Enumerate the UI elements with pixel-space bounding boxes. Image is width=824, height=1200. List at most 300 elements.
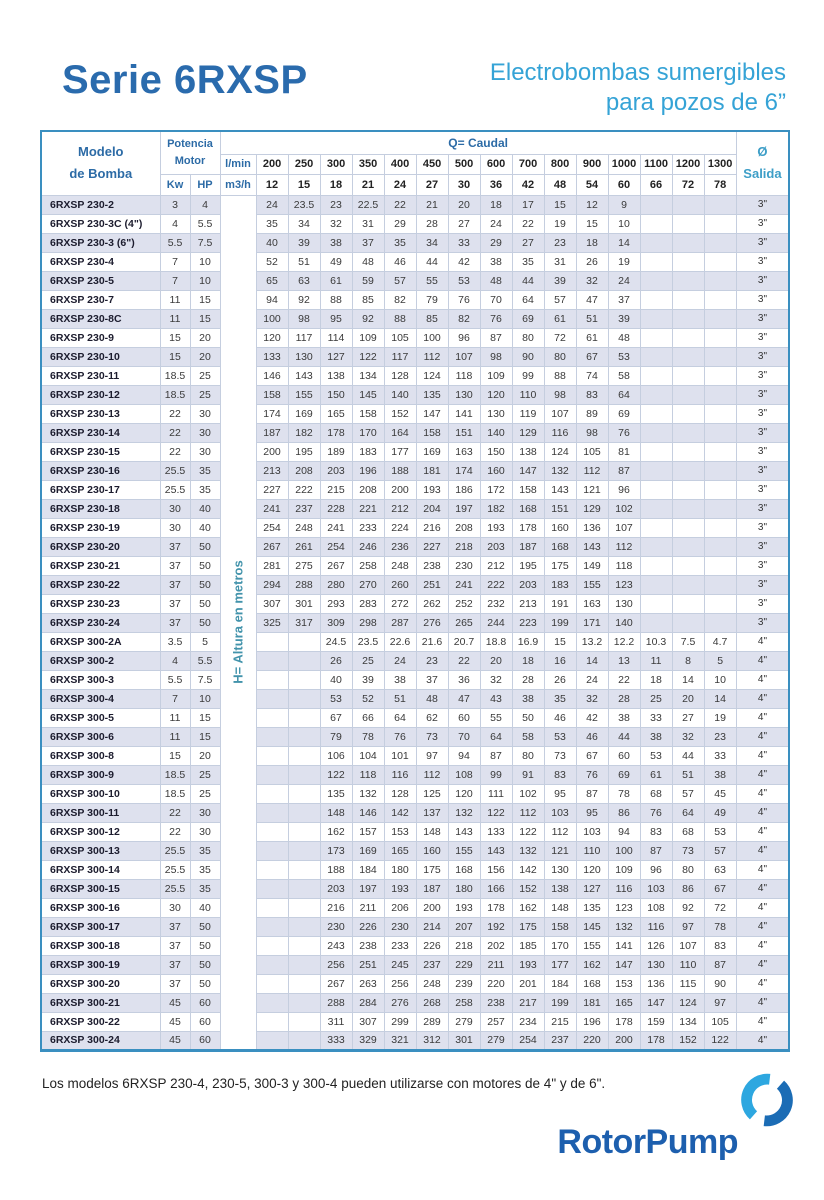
head-value-cell: 218 [448, 936, 480, 955]
head-value-cell: 214 [416, 917, 448, 936]
head-value-cell: 72 [544, 328, 576, 347]
salida-cell: 3" [736, 328, 789, 347]
salida-cell: 3" [736, 404, 789, 423]
head-value-cell: 178 [640, 1031, 672, 1050]
head-value-cell: 222 [480, 575, 512, 594]
head-value-cell: 124 [416, 366, 448, 385]
head-value-cell: 301 [288, 594, 320, 613]
head-value-cell: 112 [544, 822, 576, 841]
head-value-cell [704, 195, 736, 214]
table-row [41, 347, 789, 366]
head-value-cell: 121 [576, 480, 608, 499]
table-row [41, 841, 789, 860]
head-value-cell: 76 [384, 727, 416, 746]
head-value-cell: 20.7 [448, 632, 480, 651]
model-cell: 6RXSP 230-8C [41, 309, 160, 328]
kw-cell: 37 [160, 936, 190, 955]
head-value-cell [640, 518, 672, 537]
head-value-cell: 237 [416, 955, 448, 974]
head-value-cell: 169 [352, 841, 384, 860]
head-value-cell: 44 [608, 727, 640, 746]
head-value-cell [640, 613, 672, 632]
head-value-cell: 76 [576, 765, 608, 784]
model-cell: 6RXSP 230-15 [41, 442, 160, 461]
head-value-cell: 78 [352, 727, 384, 746]
head-value-cell: 10.3 [640, 632, 672, 651]
header-m3h: m3/h [220, 174, 256, 195]
head-value-cell: 148 [544, 898, 576, 917]
head-value-cell: 28 [512, 670, 544, 689]
head-value-cell: 64 [384, 708, 416, 727]
head-value-cell: 20 [448, 195, 480, 214]
head-value-cell: 64 [672, 803, 704, 822]
head-value-cell: 168 [544, 537, 576, 556]
hp-cell: 30 [190, 822, 220, 841]
head-value-cell [640, 480, 672, 499]
head-value-cell: 32 [576, 271, 608, 290]
head-value-cell: 258 [448, 993, 480, 1012]
head-value-cell: 261 [288, 537, 320, 556]
head-value-cell: 24 [480, 214, 512, 233]
head-value-cell: 244 [480, 613, 512, 632]
head-value-cell [256, 689, 288, 708]
head-value-cell [288, 955, 320, 974]
head-value-cell: 241 [256, 499, 288, 518]
table-row [41, 575, 789, 594]
head-value-cell: 220 [576, 1031, 608, 1050]
head-value-cell: 52 [352, 689, 384, 708]
head-value-cell: 145 [576, 917, 608, 936]
altura-axis-label: H= Altura en metros [230, 560, 246, 684]
table-row [41, 784, 789, 803]
head-value-cell: 135 [320, 784, 352, 803]
kw-cell: 22 [160, 442, 190, 461]
flow-m3h-header: 42 [512, 174, 544, 195]
head-value-cell: 239 [448, 974, 480, 993]
hp-cell: 20 [190, 746, 220, 765]
head-value-cell: 24 [608, 271, 640, 290]
salida-cell: 3" [736, 442, 789, 461]
head-value-cell: 92 [352, 309, 384, 328]
head-value-cell: 22 [512, 214, 544, 233]
head-value-cell: 276 [384, 993, 416, 1012]
head-value-cell: 70 [480, 290, 512, 309]
salida-cell: 3" [736, 214, 789, 233]
head-value-cell: 183 [544, 575, 576, 594]
head-value-cell: 27 [448, 214, 480, 233]
head-value-cell: 33 [640, 708, 672, 727]
salida-cell: 4" [736, 860, 789, 879]
head-value-cell: 232 [480, 594, 512, 613]
model-cell: 6RXSP 230-14 [41, 423, 160, 442]
head-value-cell: 23 [416, 651, 448, 670]
head-value-cell: 195 [512, 556, 544, 575]
head-value-cell: 62 [416, 708, 448, 727]
table-row [41, 822, 789, 841]
head-value-cell: 117 [384, 347, 416, 366]
hp-cell: 50 [190, 537, 220, 556]
head-value-cell: 178 [320, 423, 352, 442]
head-value-cell: 99 [480, 765, 512, 784]
salida-cell: 3" [736, 271, 789, 290]
head-value-cell: 258 [352, 556, 384, 575]
head-value-cell [672, 271, 704, 290]
head-value-cell: 97 [704, 993, 736, 1012]
head-value-cell: 44 [672, 746, 704, 765]
head-value-cell: 143 [576, 537, 608, 556]
hp-cell: 50 [190, 575, 220, 594]
head-value-cell: 301 [448, 1031, 480, 1050]
salida-cell: 4" [736, 784, 789, 803]
head-value-cell: 14 [672, 670, 704, 689]
head-value-cell: 211 [352, 898, 384, 917]
head-value-cell: 163 [576, 594, 608, 613]
model-cell: 6RXSP 300-19 [41, 955, 160, 974]
head-value-cell: 23.5 [288, 195, 320, 214]
head-value-cell [704, 518, 736, 537]
header-salida: Ø Salida [736, 131, 789, 195]
head-value-cell: 178 [480, 898, 512, 917]
head-value-cell: 87 [704, 955, 736, 974]
salida-cell: 3" [736, 366, 789, 385]
head-value-cell: 132 [512, 841, 544, 860]
head-value-cell: 64 [608, 385, 640, 404]
head-value-cell: 10 [608, 214, 640, 233]
head-value-cell: 39 [288, 233, 320, 252]
head-value-cell [288, 841, 320, 860]
head-value-cell [288, 784, 320, 803]
head-value-cell: 280 [320, 575, 352, 594]
hp-cell: 10 [190, 689, 220, 708]
head-value-cell: 19 [544, 214, 576, 233]
head-value-cell: 22 [608, 670, 640, 689]
header-lmin: l/min [220, 154, 256, 174]
head-value-cell: 178 [608, 1012, 640, 1031]
head-value-cell: 86 [608, 803, 640, 822]
hp-cell: 5.5 [190, 651, 220, 670]
head-value-cell: 283 [352, 594, 384, 613]
head-value-cell: 110 [512, 385, 544, 404]
head-value-cell: 170 [544, 936, 576, 955]
head-value-cell: 47 [448, 689, 480, 708]
hp-cell: 30 [190, 803, 220, 822]
head-value-cell [704, 442, 736, 461]
head-value-cell [672, 442, 704, 461]
head-value-cell: 57 [672, 784, 704, 803]
head-value-cell [288, 689, 320, 708]
head-value-cell: 98 [480, 347, 512, 366]
head-value-cell: 156 [480, 860, 512, 879]
head-value-cell: 22 [448, 651, 480, 670]
head-value-cell: 98 [288, 309, 320, 328]
head-value-cell: 148 [416, 822, 448, 841]
pump-performance-table [40, 130, 790, 1052]
head-value-cell: 95 [544, 784, 576, 803]
hp-cell: 50 [190, 594, 220, 613]
head-value-cell: 317 [288, 613, 320, 632]
hp-cell: 60 [190, 1031, 220, 1050]
head-value-cell: 13 [608, 651, 640, 670]
table-row [41, 499, 789, 518]
head-value-cell: 57 [544, 290, 576, 309]
head-value-cell [256, 1012, 288, 1031]
head-value-cell: 248 [416, 974, 448, 993]
head-value-cell: 17 [512, 195, 544, 214]
head-value-cell: 203 [512, 575, 544, 594]
table-row [41, 879, 789, 898]
head-value-cell: 187 [256, 423, 288, 442]
head-value-cell: 138 [544, 879, 576, 898]
flow-lmin-header: 700 [512, 154, 544, 174]
head-value-cell: 229 [448, 955, 480, 974]
kw-cell: 11 [160, 290, 190, 309]
head-value-cell: 122 [704, 1031, 736, 1050]
head-value-cell: 18.8 [480, 632, 512, 651]
table-row [41, 898, 789, 917]
flow-lmin-header: 250 [288, 154, 320, 174]
head-value-cell: 288 [288, 575, 320, 594]
kw-cell: 37 [160, 575, 190, 594]
head-value-cell: 121 [544, 841, 576, 860]
head-value-cell: 108 [448, 765, 480, 784]
hp-cell: 7.5 [190, 233, 220, 252]
head-value-cell: 106 [320, 746, 352, 765]
salida-cell: 3" [736, 290, 789, 309]
kw-cell: 45 [160, 1012, 190, 1031]
salida-cell: 4" [736, 651, 789, 670]
head-value-cell: 132 [352, 784, 384, 803]
head-value-cell: 192 [480, 917, 512, 936]
head-value-cell: 24 [384, 651, 416, 670]
head-value-cell: 182 [480, 499, 512, 518]
head-value-cell: 130 [480, 404, 512, 423]
head-value-cell: 112 [416, 347, 448, 366]
head-value-cell: 23 [320, 195, 352, 214]
hp-cell: 35 [190, 860, 220, 879]
hp-cell: 25 [190, 784, 220, 803]
hp-cell: 35 [190, 879, 220, 898]
head-value-cell: 141 [448, 404, 480, 423]
head-value-cell: 42 [576, 708, 608, 727]
model-cell: 6RXSP 230-2 [41, 195, 160, 214]
head-value-cell: 200 [384, 480, 416, 499]
hp-cell: 40 [190, 898, 220, 917]
hp-cell: 10 [190, 252, 220, 271]
head-value-cell: 48 [416, 689, 448, 708]
head-value-cell: 237 [544, 1031, 576, 1050]
head-value-cell: 158 [512, 480, 544, 499]
table-body [41, 195, 789, 1050]
hp-cell: 25 [190, 366, 220, 385]
head-value-cell: 96 [608, 480, 640, 499]
head-value-cell: 59 [352, 271, 384, 290]
head-value-cell [256, 879, 288, 898]
flow-m3h-header: 15 [288, 174, 320, 195]
model-cell: 6RXSP 300-4 [41, 689, 160, 708]
model-cell: 6RXSP 230-17 [41, 480, 160, 499]
head-value-cell: 237 [288, 499, 320, 518]
head-value-cell: 53 [640, 746, 672, 765]
salida-cell: 3" [736, 537, 789, 556]
header-hp: HP [190, 174, 220, 195]
header-caudal: Q= Caudal [220, 131, 736, 154]
table-row [41, 689, 789, 708]
head-value-cell [288, 1012, 320, 1031]
salida-cell: 3" [736, 347, 789, 366]
head-value-cell: 46 [384, 252, 416, 271]
head-value-cell: 246 [352, 537, 384, 556]
head-value-cell: 13.2 [576, 632, 608, 651]
head-value-cell: 147 [512, 461, 544, 480]
head-value-cell: 15 [576, 214, 608, 233]
table-row [41, 594, 789, 613]
model-cell: 6RXSP 300-21 [41, 993, 160, 1012]
head-value-cell: 183 [352, 442, 384, 461]
head-value-cell: 127 [320, 347, 352, 366]
head-value-cell: 26 [320, 651, 352, 670]
kw-cell: 25.5 [160, 879, 190, 898]
flow-m3h-header: 21 [352, 174, 384, 195]
head-value-cell: 114 [320, 328, 352, 347]
head-value-cell: 82 [384, 290, 416, 309]
head-value-cell: 175 [512, 917, 544, 936]
model-cell: 6RXSP 230-13 [41, 404, 160, 423]
head-value-cell: 147 [640, 993, 672, 1012]
head-value-cell: 124 [544, 442, 576, 461]
kw-cell: 37 [160, 917, 190, 936]
head-value-cell: 53 [608, 347, 640, 366]
salida-cell: 4" [736, 955, 789, 974]
kw-cell: 22 [160, 803, 190, 822]
head-value-cell: 182 [288, 423, 320, 442]
head-value-cell: 100 [256, 309, 288, 328]
model-cell: 6RXSP 300-12 [41, 822, 160, 841]
head-value-cell [256, 974, 288, 993]
head-value-cell [672, 423, 704, 442]
head-value-cell: 208 [288, 461, 320, 480]
hp-cell: 60 [190, 993, 220, 1012]
head-value-cell: 197 [448, 499, 480, 518]
head-value-cell: 168 [576, 974, 608, 993]
head-value-cell: 189 [320, 442, 352, 461]
head-value-cell: 140 [480, 423, 512, 442]
head-value-cell: 321 [384, 1031, 416, 1050]
flow-lmin-header: 400 [384, 154, 416, 174]
head-value-cell: 95 [576, 803, 608, 822]
model-cell: 6RXSP 300-5 [41, 708, 160, 727]
hp-cell: 5.5 [190, 214, 220, 233]
head-value-cell: 212 [384, 499, 416, 518]
head-value-cell: 83 [544, 765, 576, 784]
head-value-cell: 143 [480, 841, 512, 860]
head-value-cell [256, 898, 288, 917]
head-value-cell: 32 [576, 689, 608, 708]
hp-cell: 15 [190, 727, 220, 746]
head-value-cell: 203 [320, 879, 352, 898]
head-value-cell: 8 [672, 651, 704, 670]
head-value-cell [640, 233, 672, 252]
kw-cell: 30 [160, 898, 190, 917]
head-value-cell: 49 [704, 803, 736, 822]
head-value-cell: 134 [672, 1012, 704, 1031]
head-value-cell: 94 [256, 290, 288, 309]
head-value-cell: 227 [256, 480, 288, 499]
kw-cell: 5.5 [160, 670, 190, 689]
head-value-cell: 19 [704, 708, 736, 727]
table-row [41, 195, 789, 214]
head-value-cell: 7.5 [672, 632, 704, 651]
head-value-cell [256, 784, 288, 803]
head-value-cell [672, 575, 704, 594]
head-value-cell: 23.5 [352, 632, 384, 651]
head-value-cell: 25 [640, 689, 672, 708]
head-value-cell: 12 [576, 195, 608, 214]
head-value-cell: 203 [320, 461, 352, 480]
head-value-cell: 153 [384, 822, 416, 841]
head-value-cell: 117 [288, 328, 320, 347]
head-value-cell: 241 [448, 575, 480, 594]
table-row [41, 708, 789, 727]
head-value-cell: 31 [544, 252, 576, 271]
head-value-cell: 162 [512, 898, 544, 917]
head-value-cell [256, 765, 288, 784]
head-value-cell: 116 [640, 917, 672, 936]
head-value-cell: 158 [416, 423, 448, 442]
kw-cell: 7 [160, 689, 190, 708]
table-row [41, 651, 789, 670]
table-row [41, 442, 789, 461]
head-value-cell: 227 [416, 537, 448, 556]
flow-lmin-header: 450 [416, 154, 448, 174]
page-subtitle [490, 58, 786, 118]
head-value-cell [704, 252, 736, 271]
head-value-cell [288, 860, 320, 879]
head-value-cell: 216 [320, 898, 352, 917]
head-value-cell: 146 [352, 803, 384, 822]
head-value-cell: 207 [448, 917, 480, 936]
head-value-cell: 216 [416, 518, 448, 537]
head-value-cell: 166 [480, 879, 512, 898]
head-value-cell: 215 [320, 480, 352, 499]
head-value-cell: 100 [416, 328, 448, 347]
head-value-cell [288, 708, 320, 727]
head-value-cell [672, 518, 704, 537]
salida-cell: 3" [736, 499, 789, 518]
model-cell: 6RXSP 300-6 [41, 727, 160, 746]
head-value-cell [640, 556, 672, 575]
head-value-cell [640, 347, 672, 366]
hp-cell: 4 [190, 195, 220, 214]
head-value-cell: 85 [416, 309, 448, 328]
hp-cell: 50 [190, 936, 220, 955]
head-value-cell: 112 [576, 461, 608, 480]
head-value-cell: 126 [640, 936, 672, 955]
subtitle-line2: para pozos de 6” [605, 89, 786, 116]
head-value-cell: 169 [288, 404, 320, 423]
head-value-cell: 53 [448, 271, 480, 290]
hp-cell: 20 [190, 347, 220, 366]
head-value-cell: 48 [480, 271, 512, 290]
head-value-cell: 143 [288, 366, 320, 385]
head-value-cell [704, 404, 736, 423]
flow-lmin-header: 600 [480, 154, 512, 174]
head-value-cell: 151 [544, 499, 576, 518]
head-value-cell: 260 [384, 575, 416, 594]
head-value-cell: 80 [672, 860, 704, 879]
table-row [41, 936, 789, 955]
head-value-cell: 96 [448, 328, 480, 347]
model-cell: 6RXSP 300-13 [41, 841, 160, 860]
